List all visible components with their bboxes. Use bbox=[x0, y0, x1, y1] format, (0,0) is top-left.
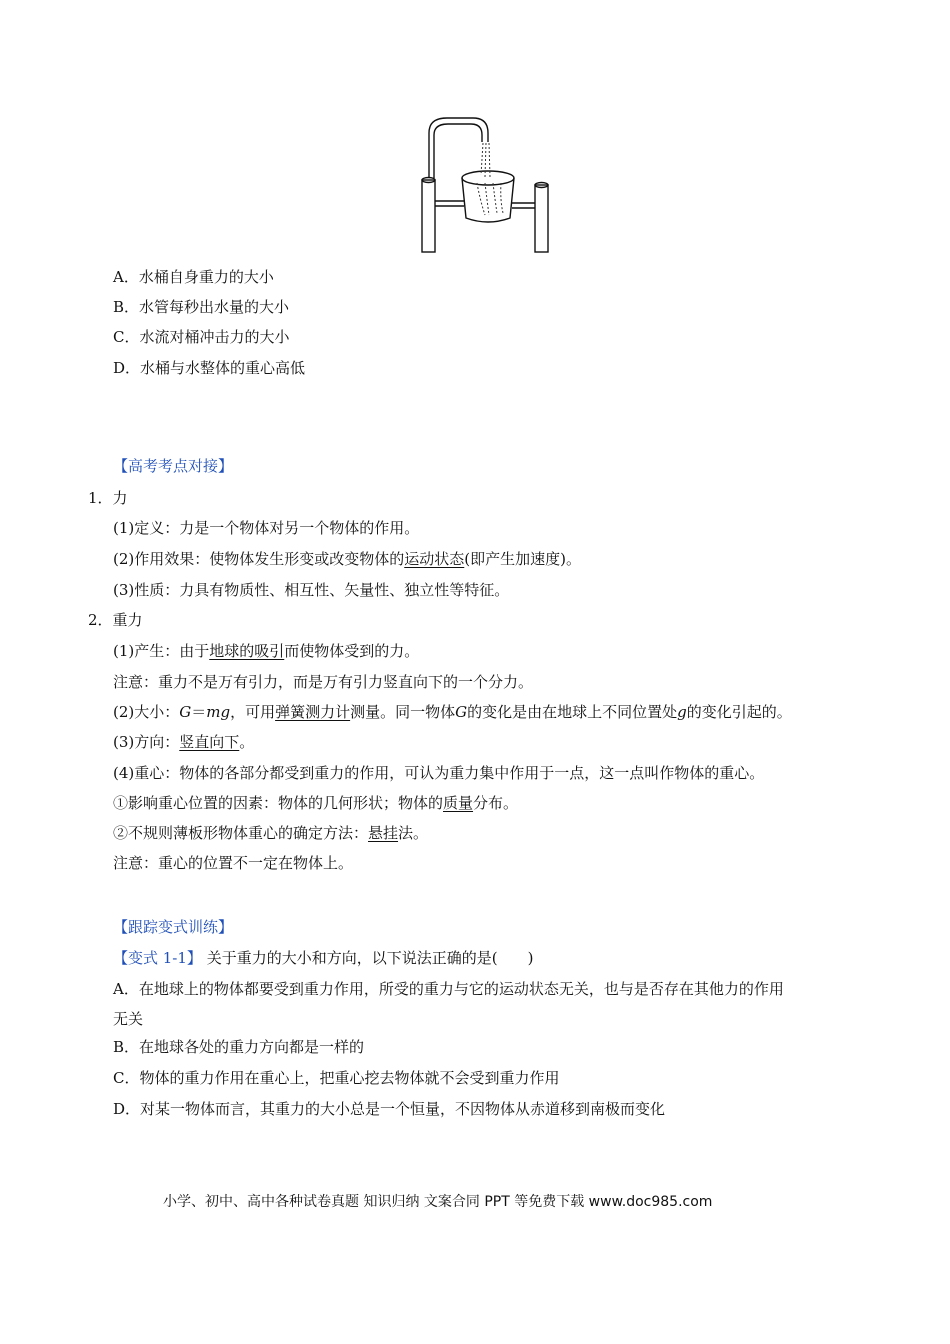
symbol-mg: mg bbox=[206, 703, 231, 721]
force-effect bbox=[113, 549, 581, 569]
option-b: B．水管每秒出水量的大小 bbox=[113, 298, 290, 316]
gravity-magnitude-mid2: 测量。同一物体 bbox=[350, 703, 456, 721]
gravity-magnitude-pre: (2)大小： bbox=[113, 703, 180, 721]
cg-method-pre: ②不规则薄板形物体重心的确定方法： bbox=[113, 824, 369, 842]
gravity-origin-underline: 地球的吸引 bbox=[209, 642, 285, 660]
center-of-gravity-factor bbox=[113, 793, 518, 813]
exercise-option-b: B．在地球各处的重力方向都是一样的 bbox=[113, 1038, 365, 1056]
cg-factor-pre: ①影响重心位置的因素：物体的几何形状；物体的 bbox=[113, 794, 444, 812]
gravity-note-2: 注意：重心的位置不一定在物体上。 bbox=[113, 854, 354, 872]
force-definition: (1)定义：力是一个物体对另一个物体的作用。 bbox=[113, 519, 420, 537]
center-of-gravity: (4)重心：物体的各部分都受到重力的作用，可认为重力集中作用于一点，这一点叫作物体的重心。 bbox=[113, 764, 765, 782]
point-1-heading: 1．力 bbox=[88, 489, 128, 507]
section-title-training: 【跟踪变式训练】 bbox=[113, 918, 234, 936]
cg-method-post: 法。 bbox=[398, 824, 429, 842]
option-c: C．水流对桶冲击力的大小 bbox=[113, 328, 290, 346]
cg-method-underline: 悬挂 bbox=[368, 824, 399, 842]
gravity-magnitude-post: 的变化引起的。 bbox=[686, 703, 792, 721]
force-effect-pre: (2)作用效果：使物体发生形变或改变物体的 bbox=[113, 550, 405, 568]
force-property: (3)性质：力具有物质性、相互性、矢量性、独立性等特征。 bbox=[113, 581, 510, 599]
exercise-1-1 bbox=[113, 948, 533, 968]
water-bucket-figure bbox=[415, 115, 560, 261]
gravity-direction-pre: (3)方向： bbox=[113, 733, 180, 751]
option-d: D．水桶与水整体的重心高低 bbox=[113, 359, 306, 377]
water-bucket-apparatus-icon bbox=[415, 115, 560, 257]
gravity-magnitude-underline: 弹簧测力计 bbox=[275, 703, 351, 721]
cg-factor-underline: 质量 bbox=[443, 794, 474, 812]
symbol-g-lower: g bbox=[677, 703, 687, 721]
gravity-direction-underline: 竖直向下 bbox=[179, 733, 240, 751]
gravity-magnitude-mid3: 的变化是由在地球上不同位置处 bbox=[467, 703, 678, 721]
exercise-option-a-cont: 无关 bbox=[113, 1010, 144, 1028]
symbol-g-upper-2: G bbox=[455, 703, 468, 721]
force-effect-underline: 运动状态 bbox=[404, 550, 465, 568]
gravity-origin-pre: (1)产生：由于 bbox=[113, 642, 210, 660]
force-effect-post: (即产生加速度)。 bbox=[464, 550, 581, 568]
exercise-option-a: A．在地球上的物体都要受到重力作用，所受的重力与它的运动状态无关，也与是否存在其他力的作用 bbox=[113, 980, 784, 998]
center-of-gravity-method bbox=[113, 823, 428, 843]
equals-sign: ＝ bbox=[191, 703, 207, 721]
point-2-heading: 2．重力 bbox=[88, 611, 143, 629]
exercise-option-c: C．物体的重力作用在重心上，把重心挖去物体就不会受到重力作用 bbox=[113, 1069, 560, 1087]
section-title-gaokao: 【高考考点对接】 bbox=[113, 457, 234, 475]
gravity-origin bbox=[113, 641, 419, 661]
exercise-option-d: D．对某一物体而言，其重力的大小总是一个恒量，不因物体从赤道移到南极而变化 bbox=[113, 1100, 666, 1118]
page-footer: 小学、初中、高中各种试卷真题 知识归纳 文案合同 PPT 等免费下载 www.doc985.com bbox=[163, 1194, 713, 1210]
gravity-direction bbox=[113, 732, 254, 752]
gravity-direction-post: 。 bbox=[239, 733, 255, 751]
gravity-origin-post: 而使物体受到的力。 bbox=[284, 642, 420, 660]
gravity-magnitude-mid: ，可用 bbox=[230, 703, 276, 721]
cg-factor-post: 分布。 bbox=[473, 794, 519, 812]
exercise-tag: 【变式 1-1】 bbox=[113, 949, 202, 967]
gravity-magnitude bbox=[113, 702, 792, 722]
option-a: A．水桶自身重力的大小 bbox=[113, 268, 274, 286]
symbol-g-upper: G bbox=[179, 703, 192, 721]
exercise-stem: 关于重力的大小和方向，以下说法正确的是( ) bbox=[206, 949, 534, 967]
gravity-note-1: 注意：重力不是万有引力，而是万有引力竖直向下的一个分力。 bbox=[113, 673, 534, 691]
